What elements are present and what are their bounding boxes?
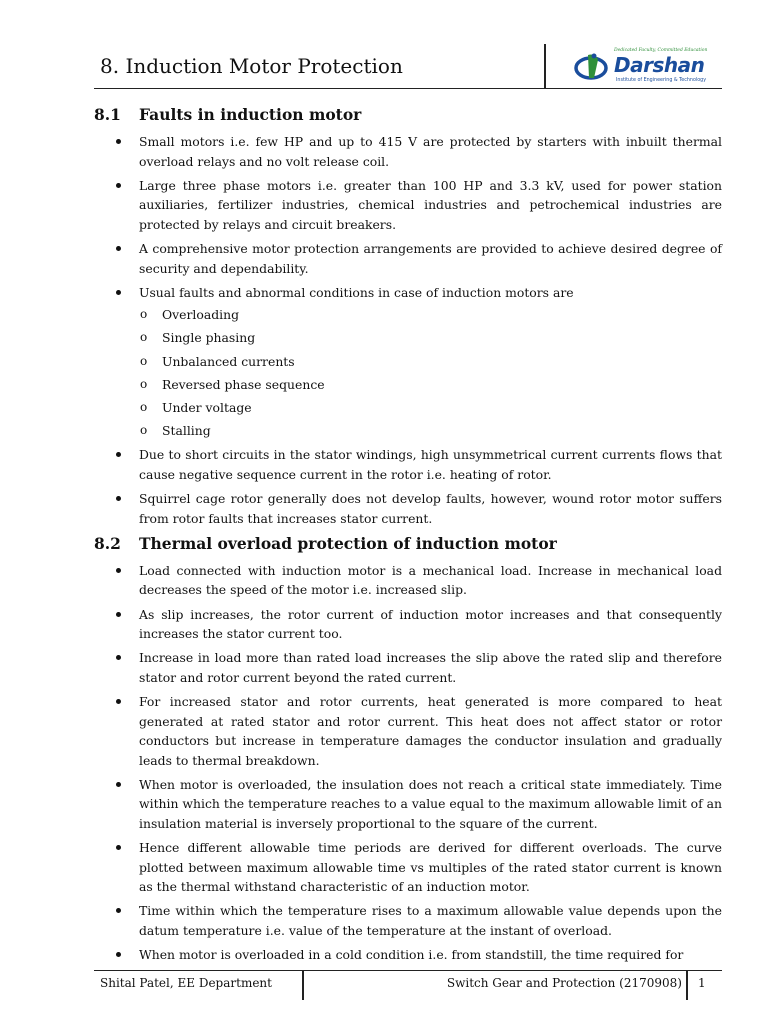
page-content — [94, 104, 722, 965]
bullet-item: Hence different allowable time periods are derived for different overloads. The curve plotted between maximum allowable time vs multiples of the rated stator current is known as the thermal withstand characteristic of an induction motor. — [94, 838, 722, 897]
darshan-logo-icon — [574, 52, 612, 82]
bullet-item: Time within which the temperature rises to a maximum allowable value depends upon the datum temperature i.e. value of the temperature at the instant of overload. — [94, 901, 722, 940]
sub-item: o Unbalanced currents — [94, 350, 722, 373]
section-number: 8.2 — [94, 533, 121, 553]
bullet-dot-icon — [116, 655, 121, 660]
section-heading — [94, 104, 722, 126]
section-heading — [94, 533, 722, 555]
circle-bullet-icon: o — [140, 400, 148, 415]
section-number: 8.1 — [94, 105, 121, 124]
circle-bullet-icon: o — [140, 376, 148, 391]
bullet-dot-icon — [116, 290, 121, 295]
bullet-list — [94, 561, 722, 965]
bullet-item: Usual faults and abnormal conditions in case of induction motors are o Overloading o Single phasing o Unbalanced currents o Reversed phase sequence o Under voltage o Stalling — [94, 283, 722, 443]
footer-course: Switch Gear and Protection (2170908) — [446, 976, 682, 990]
circle-bullet-icon: o — [140, 307, 148, 322]
page-header — [94, 42, 722, 89]
bullet-item: When motor is overloaded, the insulation does not reach a critical state immediately. Time within which the temperature reaches to a value equal to the maximum allowable limit of an insulation material is inversely proportional to the square of the current. — [94, 775, 722, 834]
bullet-list — [94, 132, 722, 528]
circle-bullet-icon: o — [140, 330, 148, 345]
section-8-2 — [94, 533, 722, 965]
bullet-dot-icon — [116, 699, 121, 704]
bullet-dot-icon — [116, 782, 121, 787]
sub-item: o Stalling — [94, 419, 722, 442]
footer-divider — [686, 971, 688, 1000]
bullet-item: Small motors i.e. few HP and up to 415 V are protected by starters with inbuilt thermal overload relays and no volt release coil. — [94, 132, 722, 171]
bullet-item: Large three phase motors i.e. greater than 100 HP and 3.3 kV, used for power station auxiliaries, fertilizer industries, chemical industries and petrochemical industries are protected by relays and circuit breakers. — [94, 176, 722, 235]
bullet-dot-icon — [116, 568, 121, 573]
sub-list — [94, 303, 722, 442]
bullet-item: Load connected with induction motor is a mechanical load. Increase in mechanical load decreases the speed of the motor i.e. increased slip. — [94, 561, 722, 600]
header-divider — [544, 44, 546, 88]
bullet-dot-icon — [116, 845, 121, 850]
circle-bullet-icon: o — [140, 423, 148, 438]
bullet-dot-icon — [116, 183, 121, 188]
logo-tagline: Dedicated Faculty, Committed Education — [614, 48, 708, 53]
bullet-item: For increased stator and rotor currents, heat generated is more compared to heat generated at rated stator and rotor current. This heat does not affect stator or rotor conductors but increase in temperature damages the conductor insulation and gradually leads to thermal breakdown. — [94, 692, 722, 770]
sub-item: o Overloading — [94, 303, 722, 326]
footer-divider — [302, 971, 304, 1000]
logo-subtitle: Institute of Engineering & Technology — [616, 78, 707, 83]
section-8-1 — [94, 104, 722, 528]
footer-author: Shital Patel, EE Department — [100, 976, 272, 990]
bullet-dot-icon — [116, 908, 121, 913]
bullet-item: Squirrel cage rotor generally does not develop faults, however, wound rotor motor suffers from rotor faults that increases stator current. — [94, 489, 722, 528]
sub-item: o Under voltage — [94, 396, 722, 419]
bullet-item: Increase in load more than rated load increases the slip above the rated slip and therefore stator and rotor current beyond the rated current. — [94, 648, 722, 687]
bullet-dot-icon — [116, 139, 121, 144]
circle-bullet-icon: o — [140, 353, 148, 368]
bullet-dot-icon — [116, 952, 121, 957]
bullet-dot-icon — [116, 612, 121, 617]
bullet-item: When motor is overloaded in a cold condition i.e. from standstill, the time required for — [94, 945, 722, 965]
bullet-item: Due to short circuits in the stator windings, high unsymmetrical current currents flows that cause negative sequence current in the rotor i.e. heating of rotor. — [94, 445, 722, 484]
chapter-title: 8. Induction Motor Protection — [100, 54, 403, 78]
bullet-dot-icon — [116, 496, 121, 501]
bullet-item: As slip increases, the rotor current of induction motor increases and that consequently increases the stator current too. — [94, 605, 722, 644]
logo-name: Darshan — [614, 53, 705, 77]
section-title: Faults in induction motor — [139, 105, 362, 124]
section-title: Thermal overload protection of induction motor — [139, 533, 557, 553]
sub-item: o Single phasing — [94, 326, 722, 349]
page-footer — [94, 970, 722, 1001]
bullet-item: A comprehensive motor protection arrangements are provided to achieve desired degree of security and dependability. — [94, 239, 722, 278]
darshan-logo — [574, 47, 724, 87]
bullet-dot-icon — [116, 246, 121, 251]
page-number: 1 — [698, 976, 706, 990]
bullet-dot-icon — [116, 452, 121, 457]
sub-item: o Reversed phase sequence — [94, 373, 722, 396]
